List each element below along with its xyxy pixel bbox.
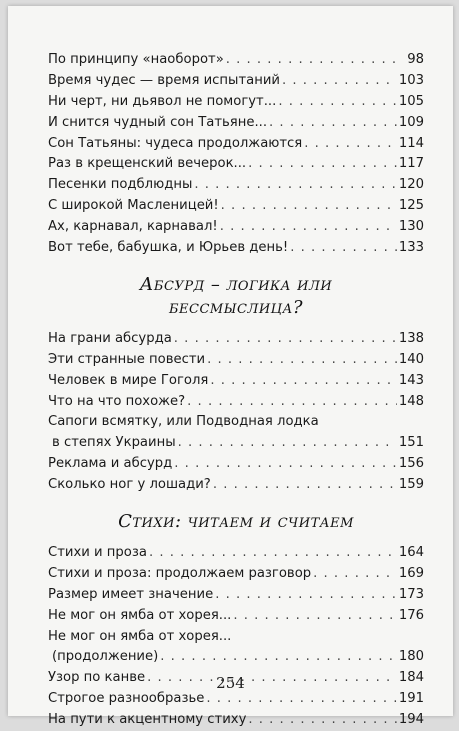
toc-entry-page: 194	[398, 712, 424, 728]
toc-entry-page: 109	[398, 114, 424, 130]
toc-entry-page: 130	[398, 219, 424, 235]
dot-leader	[290, 238, 397, 259]
dot-leader	[220, 217, 397, 238]
toc-entry-page: 151	[398, 435, 424, 451]
toc-entry-title: Стихи и проза	[48, 545, 147, 561]
toc-entry-title: Ах, карнавал, карнавал!	[48, 219, 218, 235]
toc-entry	[48, 689, 424, 710]
toc-entry	[48, 175, 424, 196]
toc-entry-page: 169	[398, 565, 424, 581]
toc-entry-page: 191	[398, 691, 424, 707]
toc-entry-title: Размер имеет значение	[48, 586, 214, 602]
toc-entry-page: 184	[398, 670, 424, 686]
toc-entry-page: 164	[398, 545, 424, 561]
toc-entry-page: 103	[398, 72, 424, 88]
toc-entry	[48, 585, 424, 606]
book-page	[8, 6, 453, 728]
toc-entry	[48, 433, 424, 454]
toc-entry	[48, 475, 424, 496]
table-of-contents	[48, 50, 424, 731]
dot-leader	[187, 392, 397, 413]
dot-leader	[174, 329, 397, 350]
toc-entry	[48, 564, 424, 585]
toc-entry-page: 98	[407, 52, 424, 67]
dot-leader	[178, 433, 397, 454]
toc-entry-title: Не мог он ямба от хорея...	[48, 628, 232, 644]
toc-entry-title: Раз в крещенский вечерок...	[48, 156, 247, 172]
toc-entry	[48, 154, 424, 175]
dot-leader	[282, 71, 397, 92]
toc-entry-page: 138	[398, 330, 424, 346]
toc-entry-page: 105	[398, 93, 424, 109]
toc-entry-title: Эти странные повести	[48, 351, 206, 367]
toc-entry-page: 176	[398, 607, 424, 623]
toc-entry	[48, 647, 424, 668]
dot-leader	[160, 647, 397, 668]
dot-leader	[194, 175, 396, 196]
toc-entry-title: На пути к акцентному стиху	[48, 712, 247, 728]
toc-entry-title: Ни черт, ни дьявол не помогут...	[48, 93, 277, 109]
dot-leader	[226, 50, 400, 71]
toc-entry-first-line	[48, 627, 424, 648]
dot-leader	[248, 154, 397, 175]
dot-leader	[221, 196, 397, 217]
section-heading	[48, 510, 424, 533]
section-heading	[48, 273, 424, 319]
toc-entry	[48, 134, 424, 155]
toc-entry	[48, 217, 424, 238]
toc-entry-page: 173	[398, 586, 424, 602]
toc-entry-page: 114	[398, 135, 424, 151]
section-heading-line: Абсурд – логика или	[139, 273, 333, 295]
dot-leader	[215, 585, 397, 606]
toc-entry	[48, 92, 424, 113]
dot-leader	[210, 371, 397, 392]
dot-leader	[278, 92, 397, 113]
toc-entry	[48, 392, 424, 413]
toc-entry-title: Песенки подблюдны	[48, 177, 193, 193]
toc-entry	[48, 71, 424, 92]
toc-entry-title: Сапоги всмятку, или Подводная лодка	[48, 414, 319, 430]
toc-entry-title: (продолжение)	[52, 649, 159, 665]
toc-entry	[48, 329, 424, 350]
toc-entry-page: 143	[398, 372, 424, 388]
dot-leader	[213, 475, 397, 496]
dot-leader	[304, 134, 397, 155]
toc-entry	[48, 50, 424, 71]
toc-entry-title: По принципу «наоборот»	[48, 52, 224, 67]
dot-leader	[207, 350, 397, 371]
toc-entry-page: 140	[398, 351, 424, 367]
toc-entry-title: Реклама и абсурд	[48, 456, 173, 472]
toc-entry	[48, 543, 424, 564]
toc-entry-title: Время чудес — время испытаний	[48, 72, 280, 88]
toc-entry-page: 117	[398, 156, 424, 172]
dot-leader	[149, 543, 397, 564]
toc-entry	[48, 350, 424, 371]
section-heading-line: бессмыслица?	[168, 296, 303, 318]
toc-entry	[48, 371, 424, 392]
toc-entry-title: С широкой Масленицей!	[48, 198, 219, 214]
toc-entry-page: 133	[398, 240, 424, 256]
dot-leader	[269, 113, 397, 134]
dot-leader	[233, 606, 396, 627]
dot-leader	[313, 564, 397, 585]
toc-entry	[48, 454, 424, 475]
toc-entry-page: 159	[398, 477, 424, 493]
toc-entry-title: Стихи и проза: продолжаем разговор	[48, 565, 312, 581]
toc-entry	[48, 113, 424, 134]
page-number: 254	[216, 674, 245, 692]
toc-entry-title: в степях Украины	[52, 435, 176, 451]
toc-entry-title: И снится чудный сон Татьяне...	[48, 114, 268, 130]
toc-entry-title: Строгое разнообразье	[48, 691, 205, 707]
toc-entry-title: На грани абсурда	[48, 330, 172, 346]
toc-entry-title: Сон Татьяны: чудеса продолжаются	[48, 135, 303, 151]
toc-entry	[48, 238, 424, 259]
toc-entry	[48, 196, 424, 217]
toc-entry-page: 180	[398, 649, 424, 665]
toc-entry-title: Вот тебе, бабушка, и Юрьев день!	[48, 240, 289, 256]
section-heading-line: Стихи: читаем и считаем	[118, 511, 354, 533]
dot-leader	[174, 454, 397, 475]
dot-leader	[206, 689, 396, 710]
toc-entry-first-line	[48, 412, 424, 433]
toc-entry-title: Сколько ног у лошади?	[48, 477, 211, 493]
toc-entry-page: 125	[398, 198, 424, 214]
toc-entry-title: Не мог он ямба от хорея...	[48, 607, 232, 623]
toc-entry-title: Что на что похоже?	[48, 393, 186, 409]
toc-entry-title: Узор по канве	[48, 670, 146, 686]
toc-entry-page: 156	[398, 456, 424, 472]
toc-entry	[48, 606, 424, 627]
toc-entry-page: 148	[398, 393, 424, 409]
toc-entry-title: Человек в мире Гоголя	[48, 372, 209, 388]
toc-entry-page: 120	[398, 177, 424, 193]
